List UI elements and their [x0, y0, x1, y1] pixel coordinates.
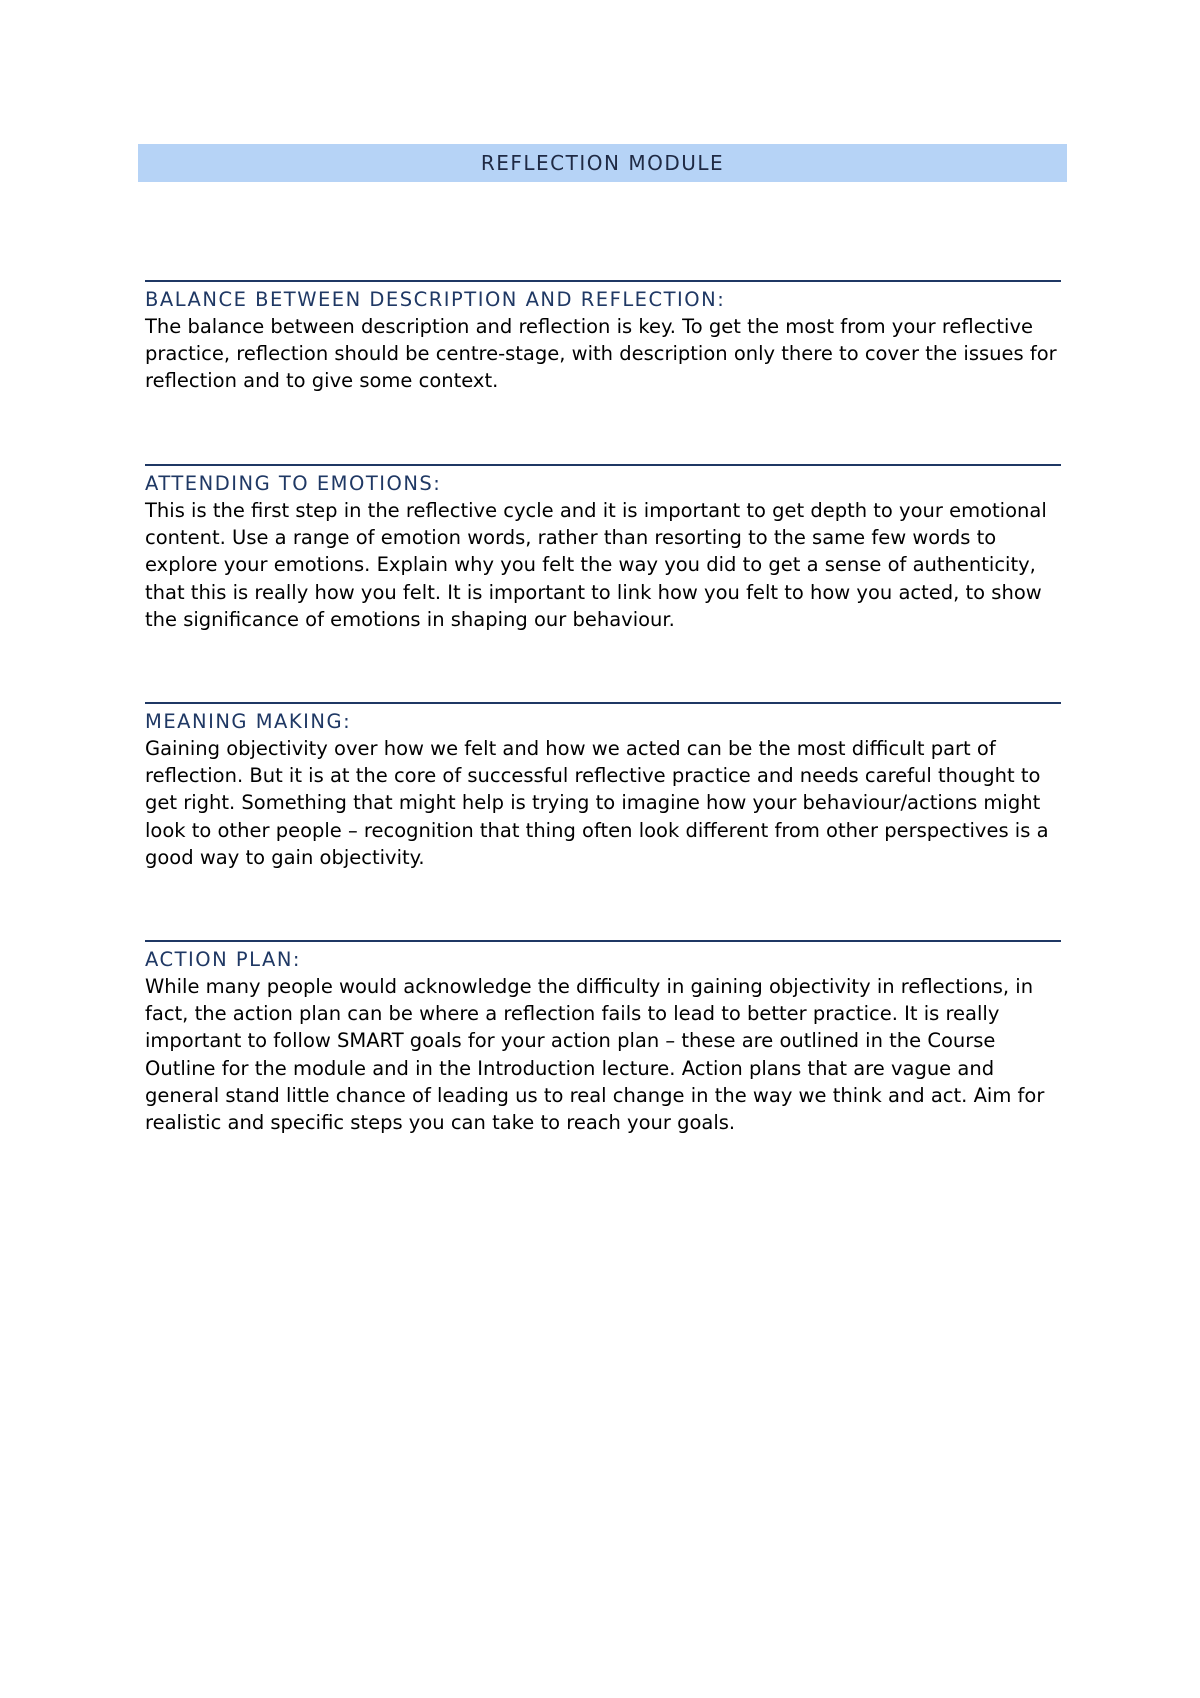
section-divider — [145, 940, 1061, 942]
section-heading: ACTION PLAN: — [145, 948, 301, 971]
section-divider — [145, 702, 1061, 704]
section-balance — [145, 280, 1061, 395]
section-body: The balance between description and reflection is key. To get the most from your reflective practice, reflection should be centre-stage, with description only there to cover the issues for reflection and to give some context. — [145, 315, 1057, 393]
section-body: While many people would acknowledge the difficulty in gaining objectivity in reflections, in fact, the action plan can be where a reflection fails to lead to better practice. It is really important to follow SMART goals for your action plan – these are outlined in the Course Outline for the module and in the Introduction lecture. Action plans that are vague and general stand little chance of leading us to real change in the way we think and act. Aim for realistic and specific steps you can take to reach your goals. — [145, 975, 1045, 1135]
section-divider — [145, 280, 1061, 282]
section-meaning-making — [145, 702, 1061, 871]
section-emotions — [145, 464, 1061, 633]
section-heading: BALANCE BETWEEN DESCRIPTION AND REFLECTION: — [145, 288, 726, 311]
section-body: This is the first step in the reflective cycle and it is important to get depth to your emotional content. Use a range of emotion words, rather than resorting to the same few words to explore your emotions. Explain why you felt the way you did to get a sense of authenticity, that this is really how you felt. It is important to link how you felt to how you acted, to show the significance of emotions in shaping our behaviour. — [145, 499, 1047, 631]
section-heading: MEANING MAKING: — [145, 710, 352, 733]
section-heading: ATTENDING TO EMOTIONS: — [145, 472, 442, 495]
title-banner — [138, 144, 1067, 182]
section-body: Gaining objectivity over how we felt and how we acted can be the most difficult part of reflection. But it is at the core of successful reflective practice and needs careful thought to get right. Something that might help is trying to imagine how your behaviour/actions might look to other people – recognition that thing often look different from other perspectives is a good way to gain objectivity. — [145, 737, 1049, 869]
document-title: REFLECTION MODULE — [480, 151, 725, 175]
section-action-plan — [145, 940, 1061, 1136]
section-divider — [145, 464, 1061, 466]
